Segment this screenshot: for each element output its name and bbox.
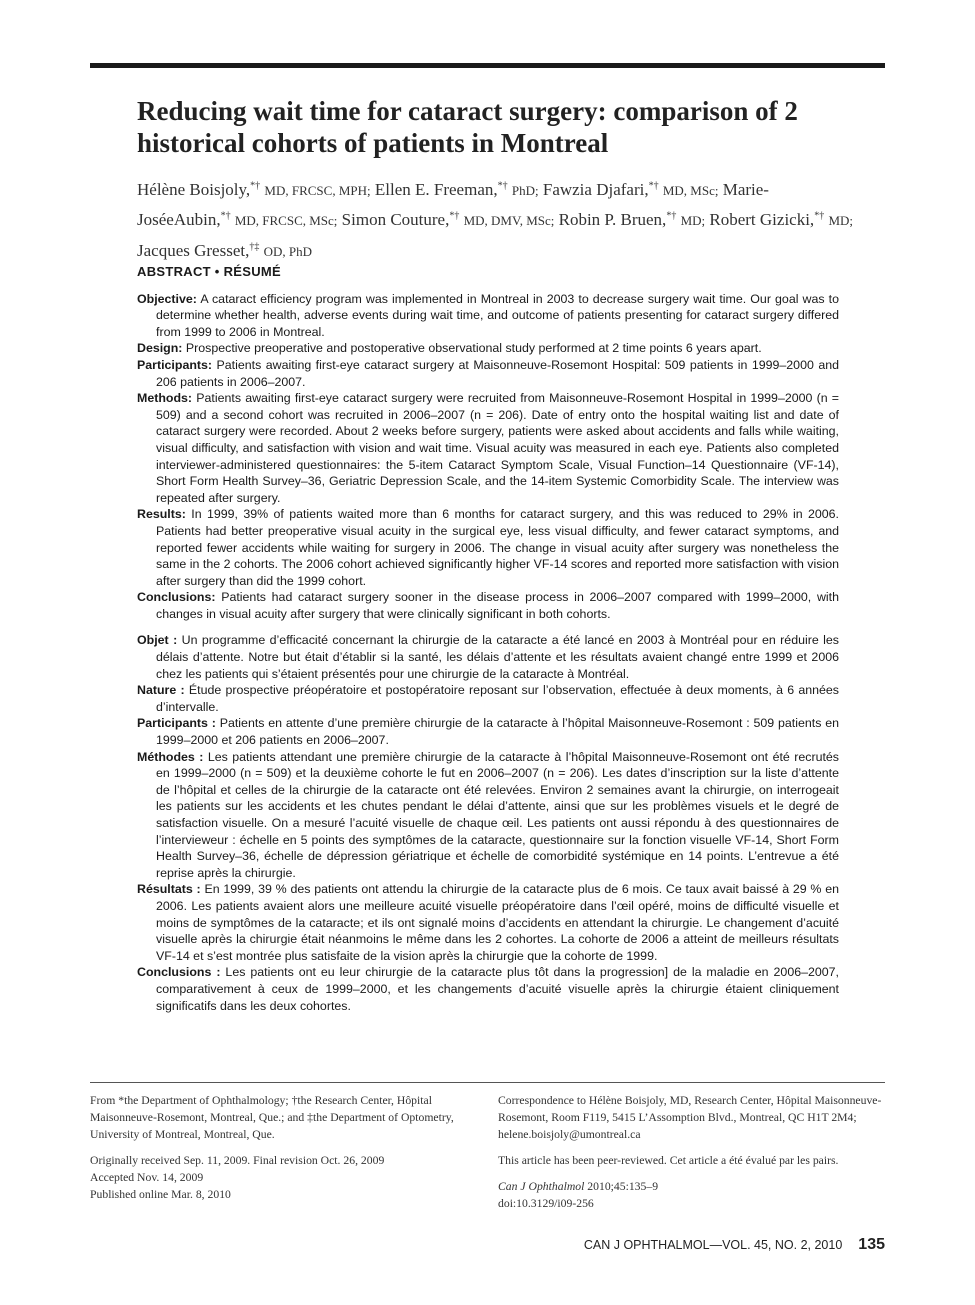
abstract-text: Prospective preoperative and postoperative observational study performed at 2 time points 6 years apart. (185, 341, 762, 356)
author (709, 210, 853, 229)
author-degrees: PhD; (511, 182, 539, 198)
abstract-text: Un programme d’efficacité concernant la chirurgie de la cataracte a été lancé en 2003 à Montréal pour en réduire les délais d’attente. Notre but était d’établir si la santé, les délais d’attente et les résultats avaient changé entre 1999 et 2006 chez les patients qui s’étaient présentés pour une chirurgie de la cataracte à Montréal. (156, 633, 839, 681)
abstract-paragraph (137, 715, 839, 748)
abstract-paragraph (137, 357, 839, 390)
abstract-paragraph (137, 506, 839, 589)
abstract-text: Les patients attendant une première chirurgie de la cataracte à l’hôpital Maisonneuve-Rosemont ont été recrutés en 1999–2000 (n = 509) et la deuxième cohorte le fut en 2006–2007 (n = 206). Les dates d’inscription sur la liste d’attente de l’hôpital et celles de la chirurgie de la cataracte ont été relevées. Environ 2 semaines avant la chirurgie, on interrogeait les patients sur les accidents et les chutes pendant le délai d’attente, ainsi que sur les problèmes visuels et le degré de satisfaction visuelle. On a mesuré l’acuité visuelle de chaque œil. Les patients ont aussi répondu à des questionnaires de l’intervieweur : échelle en 5 points des symptômes de la cataracte, questionnaire sur la fonction visuelle VF-14, Short Form Health Survey–36, échelle de dépression gériatrique et échelle de comorbidité systémique en 14 points. L’entrevue a été reprise après la chirurgie. (156, 749, 839, 880)
doi: doi:10.3129/i09-256 (498, 1197, 594, 1210)
abstract-text: Patients awaiting first-eye cataract surgery were recruited from Maisonneuve-Rosemont Hospital in 1999–2000 (n = 509) and a second cohort was recruited in 2006–2007 (n = 206). Date of entry onto the hospital waiting list and date of cataract surgery were recorded. About 2 weeks before surgery, patients were asked about accidents and falls while waiting, visual difficulty, and satisfaction with vision and wait time. Visual acuity was measured in each eye. Patients also completed interviewer-administered questionnaires: the 5-item Cataract Symptom Scale, Visual Function–14 Questionnaire (VF-14), Short Form Health Survey–36, Geriatric Depression Scale, and the 14-item Systemic Comorbidity Scale. The interview was repeated after surgery. (156, 391, 840, 505)
citation (498, 1178, 885, 1195)
author-affiliation-marks: †‡ (249, 241, 260, 253)
affiliations: From *the Department of Ophthalmology; †the Research Center, Hôpital Maisonneuve-Rosemont, Montreal, Que.; and ‡the Department of Optometry, University of Montreal, Montreal, Que. (90, 1094, 454, 1141)
abstract-text: En 1999, 39 % des patients ont attendu la chirurgie de la cataracte plus de 6 mois. Ce taux avait baissé à 29 % en 2006. Les patients avaient alors une meilleure acuité visuelle préopératoire dans l’œil opéré, moins de difficulté visuelle et moins de symptômes de la cataracte; et ils ont signalé moins d’accidents en attendant la chirurgie. Le changement d’acuité visuelle après la chirurgie était néanmoins le même dans les 2 cohortes. La cohorte de 2006 a atteint de meilleurs résultats VF-14 et s’est montrée plus satisfaite de la vision après la chirurgie que la cohorte de 1999. (156, 882, 839, 963)
author (342, 210, 555, 229)
author-name: Ellen E. Freeman, (374, 179, 498, 199)
abstract-paragraph (137, 632, 839, 682)
author-degrees: MD; (680, 213, 706, 229)
abstract-text: Étude prospective préopératoire et postopératoire reposant sur l’observation, effectuée à deux moments, à 6 années d’intervalle. (156, 683, 839, 714)
author-affiliation-marks: *† (250, 180, 261, 191)
author-affiliation-marks: *† (220, 210, 231, 222)
abstract-paragraph (137, 589, 839, 622)
abstract-french (137, 632, 839, 1014)
abstract-text: Patients awaiting first-eye cataract surgery at Maisonneuve-Rosemont Hospital: 509 patients in 1999–2000 and 206 patients in 2006–2007. (156, 357, 839, 389)
abstract-paragraph (137, 749, 839, 882)
abstract-text: In 1999, 39% of patients waited more than 6 months for cataract surgery, and this was reduced to 29% in 2006. Patients had better preoperative visual acuity in the surgical eye, less visual difficulty, and fewer cataract symptoms, and reported fewer accidents while waiting for surgery in 2006. The change in visual acuity after surgery was nonetheless the same in the 2 cohorts. The 2006 cohort achieved significantly higher VF-14 scores and reported more satisfaction with vision after surgery than did the 1999 cohort. (156, 507, 839, 588)
abstract-label: Objective: (137, 291, 197, 306)
abstract-label: Conclusions : (137, 965, 221, 980)
author (137, 180, 371, 199)
abstract-text: Patients en attente d’une première chirurgie de la cataracte à l’hôpital Maisonneuve-Rosemont : 509 patients en 1999–2000 et 206 patients en 2006–2007. (156, 716, 839, 748)
abstract-label: Design: (137, 341, 183, 356)
abstract-label: Objet : (137, 633, 178, 648)
author-degrees: MD, DMV, MSc; (463, 213, 555, 229)
abstract-text: A cataract efficiency program was implemented in Montreal in 2003 to decrease surgery wait time. Our goal was to determine whether health, adverse events during wait time, and outcome of patients presenting for cataract surgery differed from 1999 to 2006 in Montreal. (156, 291, 839, 339)
abstract-english (137, 291, 839, 623)
abstract-label: Participants : (137, 716, 216, 731)
abstract-text: Les patients ont eu leur chirurgie de la cataracte plus tôt dans la progression] de la maladie en 2006–2007, comparativement à ceux de 1999–2000, et les changements d’acuité visuelle après la chirurgie étaient cliniquement significatifs dans les deux cohortes. (156, 965, 839, 1013)
footnote-right (498, 1092, 885, 1212)
author (137, 241, 312, 260)
footnote-rule (90, 1082, 885, 1083)
author (559, 210, 706, 229)
abstract-label: Conclusions: (137, 590, 216, 605)
abstract-label: Methods: (137, 391, 193, 406)
correspondence: Correspondence to Hélène Boisjoly, MD, Research Center, Hôpital Maisonneuve-Rosemont, Room F119, 5415 L’Assomption Blvd., Montreal, QC H1T 2M4; helene.boisjoly@umontreal.ca (498, 1094, 882, 1141)
accepted-date: Accepted Nov. 14, 2009 (90, 1171, 204, 1184)
footnote-left (90, 1092, 475, 1203)
author-name: Fawzia Djafari, (542, 179, 649, 199)
author (375, 180, 539, 199)
abstract-label: Results: (137, 507, 186, 522)
author-name: Marie-JoséeAubin, (137, 179, 769, 230)
running-footer (560, 1236, 885, 1254)
abstract-paragraph (137, 881, 839, 964)
article-title: Reducing wait time for cataract surgery: comparison of 2 historical cohorts of patients in Montreal (137, 96, 798, 158)
top-rule (90, 63, 885, 68)
abstract-heading: ABSTRACT • RÉSUMÉ (137, 264, 281, 279)
author-degrees: OD, PhD (263, 243, 313, 259)
author-name: Robert Gizicki, (709, 210, 815, 230)
abstract-paragraph (137, 291, 839, 341)
author-degrees: MD, FRCSC, MSc; (234, 213, 338, 229)
author-name: Robin P. Bruen, (558, 210, 667, 230)
abstract-label: Résultats : (137, 882, 201, 897)
author-degrees: MD; (828, 213, 853, 229)
author-affiliation-marks: *† (497, 180, 508, 191)
citation-details: 2010;45:135–9 (584, 1180, 659, 1193)
abstract-paragraph (137, 682, 839, 715)
author-degrees: MD, MSc; (662, 182, 719, 198)
journal-volume: CAN J OPHTHALMOL—VOL. 45, NO. 2, 2010 (583, 1238, 843, 1252)
abstract-section (137, 264, 839, 1014)
peer-review-note: This article has been peer-reviewed. Cet article a été évalué par les pairs. (498, 1154, 839, 1167)
author-affiliation-marks: *† (666, 210, 677, 222)
citation-journal: Can J Ophthalmol (498, 1180, 585, 1193)
author (543, 180, 719, 199)
abstract-label: Nature : (137, 683, 185, 698)
abstract-label: Participants: (137, 357, 213, 372)
author-degrees: MD, FRCSC, MPH; (264, 182, 371, 198)
author-name: Simon Couture, (341, 210, 450, 230)
author-name: Hélène Boisjoly, (137, 179, 251, 199)
author-affiliation-marks: *† (449, 210, 460, 222)
published-date: Published online Mar. 8, 2010 (90, 1188, 231, 1201)
author-affiliation-marks: *† (648, 180, 659, 191)
page-number: 135 (858, 1236, 885, 1253)
abstract-paragraph (137, 390, 839, 506)
author-list (137, 173, 857, 265)
abstract-text: Patients had cataract surgery sooner in the disease process in 2006–2007 compared with 1999–2000, with changes in visual acuity after surgery that were clinically significant in both cohorts. (156, 590, 839, 621)
received-date: Originally received Sep. 11, 2009. Final revision Oct. 26, 2009 (90, 1154, 385, 1167)
abstract-label: Méthodes : (137, 749, 204, 764)
abstract-paragraph (137, 964, 839, 1014)
author-name: Jacques Gresset, (137, 240, 250, 260)
abstract-paragraph (137, 340, 839, 357)
author-affiliation-marks: *† (814, 210, 825, 222)
